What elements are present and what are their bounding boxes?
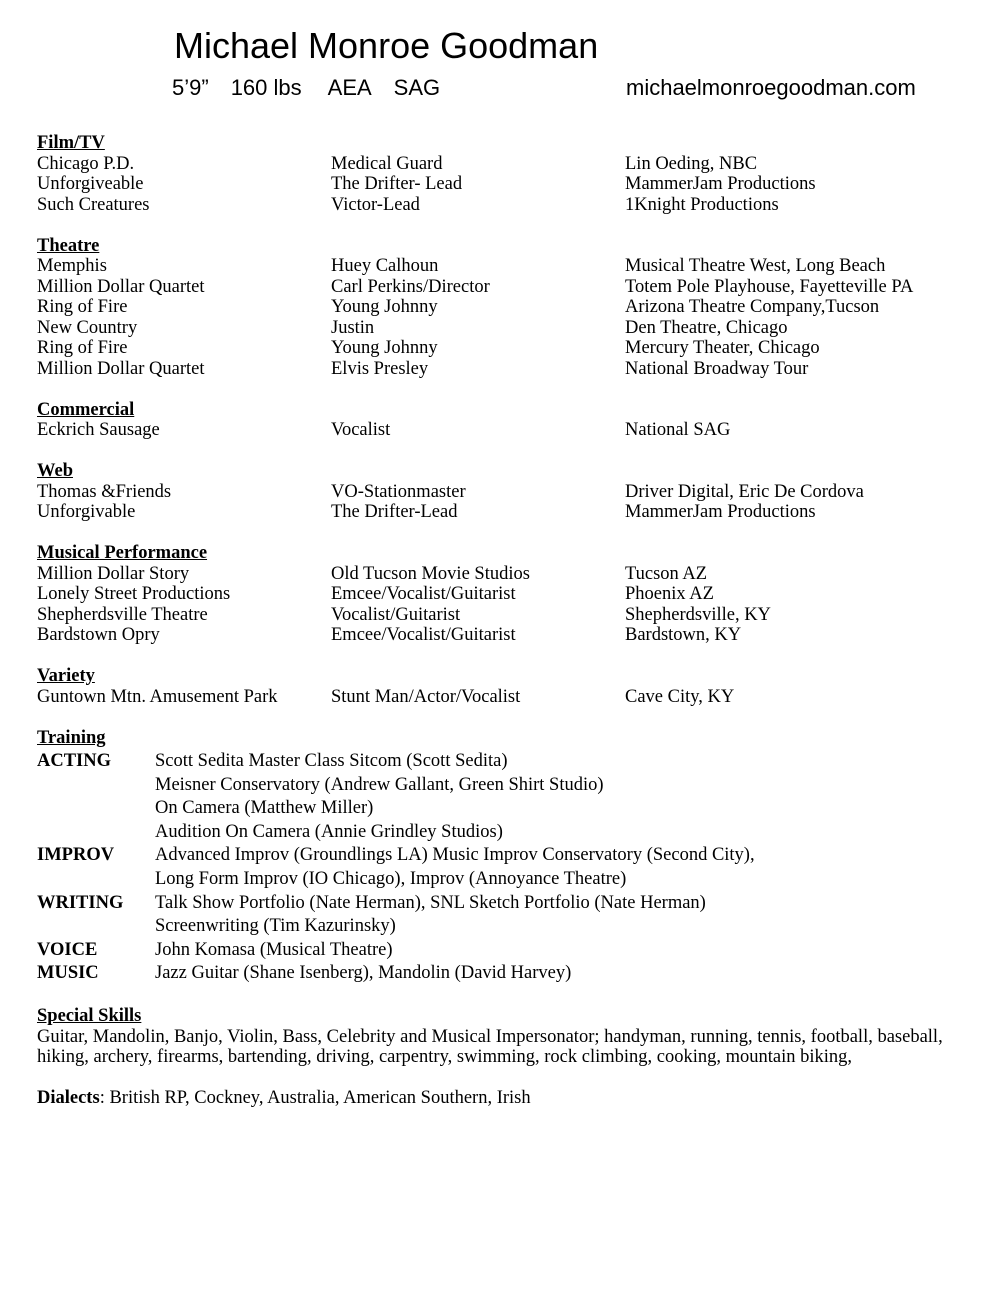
dialects-line bbox=[37, 1088, 977, 1109]
credit-company: Shepherdsville, KY bbox=[625, 604, 771, 625]
credit-row bbox=[37, 420, 977, 441]
weight-value: 160 lbs bbox=[230, 75, 302, 100]
credit-company: Phoenix AZ bbox=[625, 584, 714, 604]
credit-section bbox=[37, 461, 977, 523]
training-row bbox=[37, 774, 977, 798]
union-aea: AEA bbox=[327, 75, 372, 100]
training-category: IMPROV bbox=[37, 845, 115, 866]
credit-role: Medical Guard bbox=[331, 153, 443, 174]
credit-company: Mercury Theater, Chicago bbox=[625, 338, 820, 358]
credit-company: Arizona Theatre Company,Tucson bbox=[625, 297, 880, 317]
training-detail: Advanced Improv (Groundlings LA) Music Improv Conservatory (Second City), bbox=[155, 845, 755, 866]
training-row bbox=[37, 915, 977, 939]
section-heading: Musical Performance bbox=[37, 543, 208, 563]
training-section bbox=[37, 728, 977, 986]
special-skills-text: Guitar, Mandolin, Banjo, Violin, Bass, Celebrity and Musical Impersonator; handyman, running, tennis, football, baseball, hiking, archery, firearms, bartending, driving, carpentry, swimming, rock climbing, cooking, mountain biking, bbox=[37, 1026, 943, 1068]
credit-project: Memphis bbox=[37, 256, 107, 276]
training-category: ACTING bbox=[37, 751, 112, 771]
section-heading: Web bbox=[37, 461, 73, 481]
credit-section bbox=[37, 236, 977, 380]
training-row bbox=[37, 821, 977, 845]
training-row bbox=[37, 868, 977, 892]
credit-project: Bardstown Opry bbox=[37, 625, 160, 645]
credit-company: Bardstown, KY bbox=[625, 625, 742, 645]
credit-role: Justin bbox=[331, 317, 375, 338]
section-heading: Theatre bbox=[37, 235, 100, 256]
credit-company: National SAG bbox=[625, 420, 731, 440]
credit-role: Huey Calhoun bbox=[331, 256, 439, 276]
training-detail: On Camera (Matthew Miller) bbox=[155, 798, 374, 819]
credit-project: Chicago P.D. bbox=[37, 153, 135, 174]
section-heading: Film/TV bbox=[37, 133, 105, 153]
training-list bbox=[37, 750, 977, 986]
dialects-label: Dialects bbox=[37, 1088, 100, 1109]
training-category: VOICE bbox=[37, 939, 98, 960]
dialects-text: : British RP, Cockney, Australia, American Southern, Irish bbox=[99, 1088, 531, 1109]
credit-role: Victor-Lead bbox=[331, 194, 420, 215]
credit-row bbox=[37, 564, 977, 585]
credit-company: Den Theatre, Chicago bbox=[625, 317, 788, 338]
training-row bbox=[37, 844, 977, 868]
credit-project: Million Dollar Story bbox=[37, 563, 190, 584]
actor-name: Michael Monroe Goodman bbox=[174, 25, 599, 66]
credit-role: Vocalist/Guitarist bbox=[331, 604, 461, 625]
credit-row bbox=[37, 687, 977, 708]
credit-row bbox=[37, 502, 977, 523]
credit-project: New Country bbox=[37, 317, 138, 338]
credit-company: Cave City, KY bbox=[625, 686, 735, 707]
credit-project: Thomas &Friends bbox=[37, 481, 172, 502]
credit-row bbox=[37, 359, 977, 380]
credit-row bbox=[37, 174, 977, 195]
credit-role: Carl Perkins/Director bbox=[331, 276, 490, 297]
credit-row bbox=[37, 256, 977, 277]
training-row bbox=[37, 962, 977, 986]
training-row bbox=[37, 797, 977, 821]
credit-role: The Drifter- Lead bbox=[331, 174, 463, 194]
credit-role: Old Tucson Movie Studios bbox=[331, 563, 530, 584]
credit-row bbox=[37, 338, 977, 359]
credit-row bbox=[37, 482, 977, 503]
website-link[interactable]: michaelmonroegoodman.com bbox=[626, 75, 916, 100]
credit-role: Emcee/Vocalist/Guitarist bbox=[331, 625, 516, 645]
training-category: WRITING bbox=[37, 892, 124, 913]
credit-project: Unforgiveable bbox=[37, 174, 144, 194]
credit-sections bbox=[37, 133, 977, 707]
credit-row bbox=[37, 584, 977, 605]
training-detail: John Komasa (Musical Theatre) bbox=[155, 939, 393, 960]
credit-company: Totem Pole Playhouse, Fayetteville PA bbox=[625, 276, 914, 297]
training-detail: Meisner Conservatory (Andrew Gallant, Green Shirt Studio) bbox=[155, 774, 604, 795]
union-sag: SAG bbox=[393, 75, 441, 100]
training-detail: Screenwriting (Tim Kazurinsky) bbox=[155, 916, 396, 937]
credit-company: Musical Theatre West, Long Beach bbox=[625, 256, 886, 276]
credit-role: Stunt Man/Actor/Vocalist bbox=[331, 686, 521, 707]
special-skills-section bbox=[37, 1006, 977, 1068]
credit-section bbox=[37, 666, 977, 707]
credit-project: Million Dollar Quartet bbox=[37, 276, 205, 297]
training-row bbox=[37, 892, 977, 916]
credit-project: Lonely Street Productions bbox=[37, 584, 231, 604]
credit-row bbox=[37, 318, 977, 339]
credit-company: 1Knight Productions bbox=[625, 194, 779, 215]
credit-project: Eckrich Sausage bbox=[37, 420, 160, 440]
resume-body bbox=[37, 133, 977, 1109]
training-detail: Talk Show Portfolio (Nate Herman), SNL Sketch Portfolio (Nate Herman) bbox=[155, 892, 706, 913]
section-heading: Special Skills bbox=[37, 1006, 142, 1027]
actor-stats bbox=[172, 74, 440, 102]
credit-company: National Broadway Tour bbox=[625, 358, 809, 379]
section-heading: Variety bbox=[37, 666, 95, 686]
credit-project: Million Dollar Quartet bbox=[37, 358, 205, 379]
training-detail: Scott Sedita Master Class Sitcom (Scott Sedita) bbox=[155, 751, 508, 771]
credit-role: The Drifter-Lead bbox=[331, 502, 458, 522]
credit-company: MammerJam Productions bbox=[625, 174, 816, 194]
credit-company: Tucson AZ bbox=[625, 563, 708, 584]
credit-row bbox=[37, 277, 977, 298]
credit-company: Driver Digital, Eric De Cordova bbox=[625, 481, 864, 502]
credit-project: Unforgivable bbox=[37, 502, 136, 522]
credit-role: Young Johnny bbox=[331, 338, 438, 358]
credit-section bbox=[37, 543, 977, 646]
training-row bbox=[37, 750, 977, 774]
training-detail: Audition On Camera (Annie Grindley Studios) bbox=[155, 821, 503, 842]
credit-row bbox=[37, 154, 977, 175]
credit-project: Ring of Fire bbox=[37, 297, 128, 317]
credit-row bbox=[37, 195, 977, 216]
training-detail: Long Form Improv (IO Chicago), Improv (Annoyance Theatre) bbox=[155, 868, 627, 889]
training-category: MUSIC bbox=[37, 963, 99, 984]
credit-role: Young Johnny bbox=[331, 297, 438, 317]
credit-row bbox=[37, 605, 977, 626]
credit-project: Such Creatures bbox=[37, 194, 150, 215]
height-value: 5’9” bbox=[172, 75, 209, 100]
credit-company: Lin Oeding, NBC bbox=[625, 153, 758, 174]
credit-row bbox=[37, 625, 977, 646]
credit-project: Shepherdsville Theatre bbox=[37, 604, 208, 625]
training-detail: Jazz Guitar (Shane Isenberg), Mandolin (David Harvey) bbox=[155, 963, 572, 984]
credit-row bbox=[37, 297, 977, 318]
credit-project: Guntown Mtn. Amusement Park bbox=[37, 686, 278, 707]
credit-role: VO-Stationmaster bbox=[331, 481, 466, 502]
credit-project: Ring of Fire bbox=[37, 338, 128, 358]
credit-company: MammerJam Productions bbox=[625, 502, 816, 522]
section-heading: Commercial bbox=[37, 399, 135, 420]
credit-role: Elvis Presley bbox=[331, 358, 429, 379]
section-heading: Training bbox=[37, 727, 106, 748]
credit-section bbox=[37, 133, 977, 215]
credit-section bbox=[37, 400, 977, 441]
training-row bbox=[37, 939, 977, 963]
credit-role: Vocalist bbox=[331, 420, 391, 440]
credit-role: Emcee/Vocalist/Guitarist bbox=[331, 584, 516, 604]
